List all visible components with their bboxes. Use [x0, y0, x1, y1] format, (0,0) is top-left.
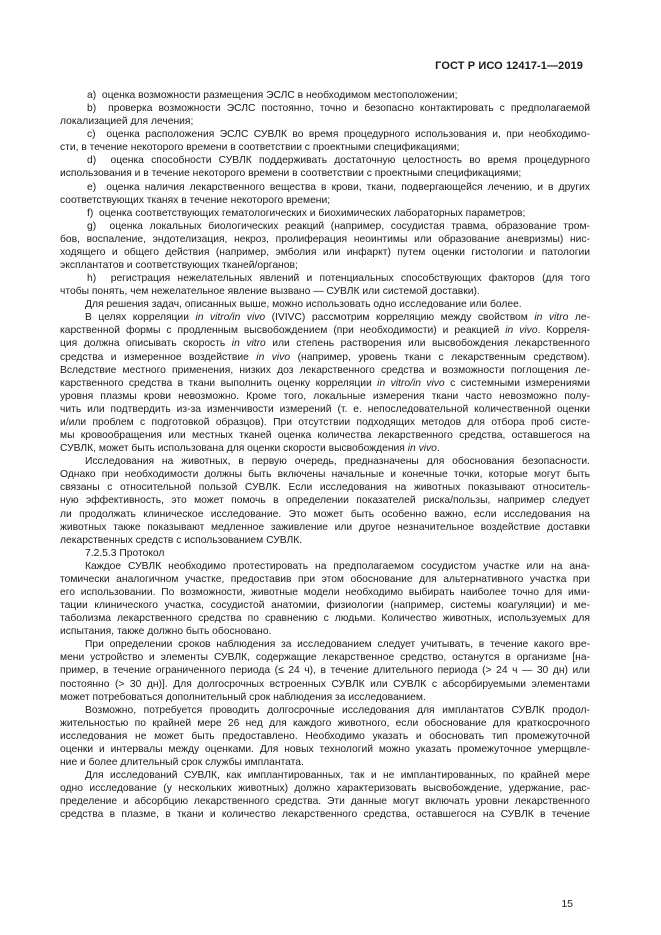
text-line: Вследствие местного применения, низких доз лекарственного средства и возможности поглощения ле-	[60, 364, 590, 376]
text-line: средства и измеренное воздействие in vivo (например, уровень ткани с лекарственным средством).	[60, 351, 590, 363]
text-line: может потребоваться дополнительный срок наблюдения за исследованием.	[60, 691, 426, 703]
text-line: 7.2.5.3 Протокол	[85, 547, 165, 559]
text-line: При определении сроков наблюдения за исследованием следует учитывать, в течение какого вре-	[85, 639, 590, 651]
text-line: карственной формы с продленным высвобождением (при необходимости) и реакцией in vivo. Корреля-	[60, 325, 590, 337]
text-line: томически аналогичном участке, предоставив при этом обоснование для альтернативного участка при	[60, 573, 590, 585]
text-line: с) оценка расположения ЭСЛС СУВЛК во время процедурного использования и, при необходимо-	[87, 129, 590, 141]
text-line: карственного средства в ткани выполнить оценку корреляции in vitro/in vivo с системными измерениями	[60, 377, 590, 389]
text-line: связаны с относительной пользой СУВЛК. Если исследования на животных показывают относитель-	[60, 482, 590, 494]
text-line: пример, в течение ограниченного периода (≤ 24 ч), в течение длительного периода (> 24 ч — 30 дн) или	[60, 665, 590, 677]
text-line: животных также показывают медленное заживление или другое незначительное воздействие доставки	[60, 521, 590, 533]
page-number: 15	[561, 898, 573, 910]
text-line: постоянно (> 30 дн)]. Для долгосрочных встроенных СУВЛК или СУВЛК с абсорбируемыми элементами	[60, 678, 590, 690]
text-line: Для решения задач, описанных выше, можно использовать одно исследование или более.	[85, 299, 522, 311]
text-line: сти, в течение некоторого времени в соответствии с проектными спецификациями;	[60, 142, 460, 154]
text-line: таболизма лекарственного средства по сравнению с людьми. Количество животных, используемых для	[60, 613, 590, 625]
text-line: соответствующих тканях в течение некоторого времени;	[60, 194, 331, 206]
text-line: мы кровообращения или местных тканей оценка количества лекарственного средства, оставшегося на	[60, 430, 590, 442]
text-line: эксплантатов и соответствующих тканей/органов;	[60, 260, 298, 272]
text-line: е) оценка наличия лекарственного вещества в крови, ткани, подвергающейся лечению, и в других	[87, 181, 590, 193]
text-line: исследования не может быть предоставлено. Необходимо указать и обосновать тип промежуточной	[60, 730, 590, 742]
text-line: локализацией для лечения;	[60, 116, 194, 128]
text-line: f) оценка соответствующих гематологических и биохимических лабораторных параметров;	[87, 207, 526, 219]
text-line: ную эффективность, это может помочь в определении показателей риска/пользы, например следует	[60, 495, 590, 507]
text-line: уровня плазмы крови невозможно. Кроме того, локальные измерения ткани часто невозможно полу-	[60, 390, 590, 402]
text-line: чтобы понять, чем нежелательное явление вызвано — СУВЛК или системой доставки).	[60, 286, 480, 298]
text-line: Каждое СУВЛК необходимо протестировать на предполагаемом сосудистом участке или на ана-	[85, 560, 590, 572]
text-line: одно исследование (у нескольких животных) должно характеризовать высвобождение, удержание, рас-	[60, 783, 590, 795]
text-line: Возможно, потребуется проводить долгосрочные исследования для имплантатов СУВЛК продол-	[85, 704, 590, 716]
text-line: В целях корреляции in vitro/in vivo (IVIVC) рассмотрим корреляцию между свойством in vitro ле-	[85, 312, 590, 324]
text-line: пределение и абсорбцию лекарственного средства. Эти данные могут включать уровни лекарственного	[60, 796, 590, 808]
text-line: средства в плазме, в ткани и количество лекарственного средства, оставшегося на СУВЛК в течение	[60, 809, 590, 821]
text-line: g) оценка локальных биологических реакций (например, сосудистая травма, образование тром-	[87, 220, 590, 232]
standard-header: ГОСТ Р ИСО 12417-1—2019	[435, 60, 583, 72]
text-line: Для исследований СУВЛК, как имплантированных, так и не имплантированных, по крайней мере	[85, 770, 590, 782]
text-line: Однако при необходимости должны быть включены начальные и конечные точки, которые могут быть	[60, 469, 590, 481]
text-line: его использовании. По возможности, животные модели необходимо выбирать наиболее точно для ими-	[60, 586, 590, 598]
text-line: оценки и интервалы между оценками. Для новых технологий можно указать промежуточное умерщвле-	[60, 743, 590, 755]
text-line: d) оценка способности СУВЛК поддерживать достаточную целостность во время процедурного	[87, 155, 590, 167]
text-line: ние и более длительный срок службы имплантата.	[60, 756, 304, 768]
text-line: h) регистрация нежелательных явлений и потенциальных способствующих факторов (для того	[87, 273, 590, 285]
text-line: лекарственных средств с использованием СУВЛК.	[60, 534, 303, 546]
text-line: использования и в течение некоторого времени в соответствии с проектными спецификациями;	[60, 168, 522, 180]
text-line: испытания, также должно быть обосновано.	[60, 626, 272, 638]
text-line: Исследования на животных, в первую очередь, предназначены для обоснования безопасности.	[85, 456, 590, 468]
text-line: ция должна описывать скорость in vitro или степень растворения или высвобождения лекарственного	[60, 338, 590, 350]
text-line: чить или подтвердить из-за изменчивости измерений (т. е. непоследовательной количественной оценки	[60, 403, 590, 415]
text-line: и/или проблем с подготовкой образцов). При отсутствии подходящих методов для отбора проб систе-	[60, 416, 590, 428]
text-line: ходящего и общего действия (например, эмболия или инфаркт) путем оценки гистологии и патологии	[60, 246, 590, 258]
text-line: СУВЛК, может быть использована для оценки скорости высвобождения in vivo.	[60, 443, 440, 455]
document-body	[60, 89, 590, 821]
text-line: бов, воспаление, эндотелизация, некроз, пролиферация неоинтимы или образование аневризмы) нис-	[60, 233, 590, 245]
text-line: тации клинического участка, сосудистой анатомии, физиологии (например, системы коагуляции) и ме-	[60, 600, 590, 612]
text-line: ли продолжать клиническое исследование. Это может быть особенно важно, если исследования на	[60, 508, 590, 520]
text-line: b) проверка возможности ЭСЛС постоянно, точно и безопасно контактировать с предполагаемой	[87, 103, 590, 115]
text-line: мени устройство и элементы СУВЛК, содержащие лекарственное средство, останутся в организме [на-	[60, 652, 590, 664]
text-line: а) оценка возможности размещения ЭСЛС в необходимом местоположении;	[87, 90, 458, 101]
text-line: жительностью по крайней мере 26 нед для каждого животного, если обоснование для краткосрочного	[60, 717, 590, 729]
